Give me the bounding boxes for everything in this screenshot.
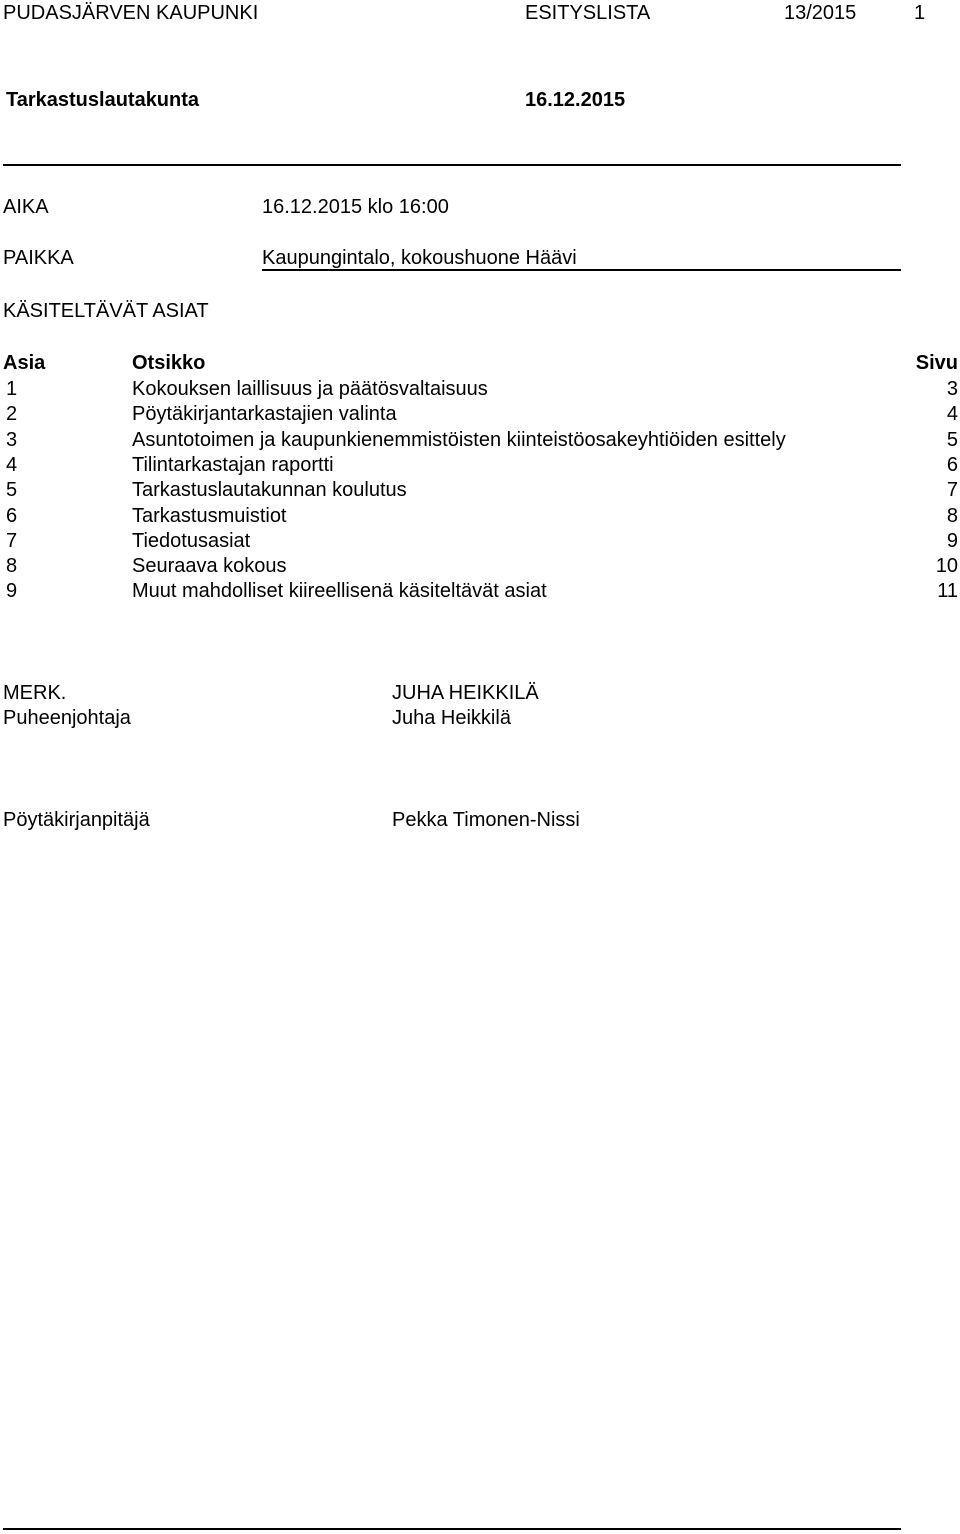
agenda-item-page: 9: [946, 530, 958, 552]
merk-label: MERK.: [3, 682, 67, 704]
agenda-item-number: 8: [6, 555, 18, 577]
secretary-name: Pekka Timonen-Nissi: [392, 809, 580, 831]
agenda-item-page: 6: [946, 454, 958, 476]
agenda-item-number: 3: [6, 429, 18, 451]
agenda-item-number: 6: [6, 505, 18, 527]
time-value: 16.12.2015 klo 16:00: [262, 196, 449, 218]
agenda-item-subject: Seuraava kokous: [132, 555, 287, 577]
column-header-subject: Otsikko: [132, 352, 206, 374]
agenda-item-number: 7: [6, 530, 18, 552]
column-header-item: Asia: [3, 352, 46, 374]
agenda-item-page: 11: [937, 580, 958, 602]
agenda-item-subject: Tiedotusasiat: [132, 530, 251, 552]
place-label: PAIKKA: [3, 247, 74, 269]
time-label: AIKA: [3, 196, 49, 218]
agenda-item-subject: Kokouksen laillisuus ja päätösvaltaisuus: [132, 378, 488, 400]
agenda-item-subject: Tarkastusmuistiot: [132, 505, 287, 527]
agenda-item-number: 1: [6, 378, 18, 400]
agenda-item-subject: Muut mahdolliset kiireellisenä käsiteltävät asiat: [132, 580, 547, 602]
chair-name: Juha Heikkilä: [392, 707, 511, 729]
agenda-item-number: 5: [6, 479, 18, 501]
meeting-date: 16.12.2015: [525, 89, 626, 111]
agenda-item-subject: Asuntotoimen ja kaupunkienemmistöisten kiinteistöosakeyhtiöiden esittely: [132, 429, 786, 451]
agenda-item-subject: Tarkastuslautakunnan koulutus: [132, 479, 407, 501]
column-header-page: Sivu: [915, 352, 958, 374]
document-type: ESITYSLISTA: [525, 2, 651, 24]
agenda-item-subject: Tilintarkastajan raportti: [132, 454, 334, 476]
page-number: 1: [914, 2, 926, 24]
place-value: Kaupungintalo, kokoushuone Häävi: [262, 247, 577, 269]
agenda-item-page: 4: [946, 403, 958, 425]
agenda-item-subject: Pöytäkirjantarkastajien valinta: [132, 403, 397, 425]
agenda-item-page: 7: [946, 479, 958, 501]
agenda-item-number: 9: [6, 580, 18, 602]
header-divider: [3, 164, 901, 166]
chair-role: Puheenjohtaja: [3, 707, 131, 729]
secretary-role: Pöytäkirjanpitäjä: [3, 809, 150, 831]
details-divider: [262, 269, 901, 271]
agenda-title: KÄSITELTÄVÄT ASIAT: [3, 300, 209, 322]
document-number: 13/2015: [784, 2, 857, 24]
agenda-item-number: 2: [6, 403, 18, 425]
agenda-item-page: 5: [946, 429, 958, 451]
agenda-item-page: 10: [935, 555, 958, 577]
organization-name: PUDASJÄRVEN KAUPUNKI: [3, 2, 259, 24]
agenda-item-page: 3: [946, 378, 958, 400]
meeting-body: Tarkastuslautakunta: [6, 89, 200, 111]
agenda-item-number: 4: [6, 454, 18, 476]
footer-divider: [3, 1528, 901, 1530]
agenda-item-page: 8: [946, 505, 958, 527]
chair-name-caps: JUHA HEIKKILÄ: [392, 682, 539, 704]
